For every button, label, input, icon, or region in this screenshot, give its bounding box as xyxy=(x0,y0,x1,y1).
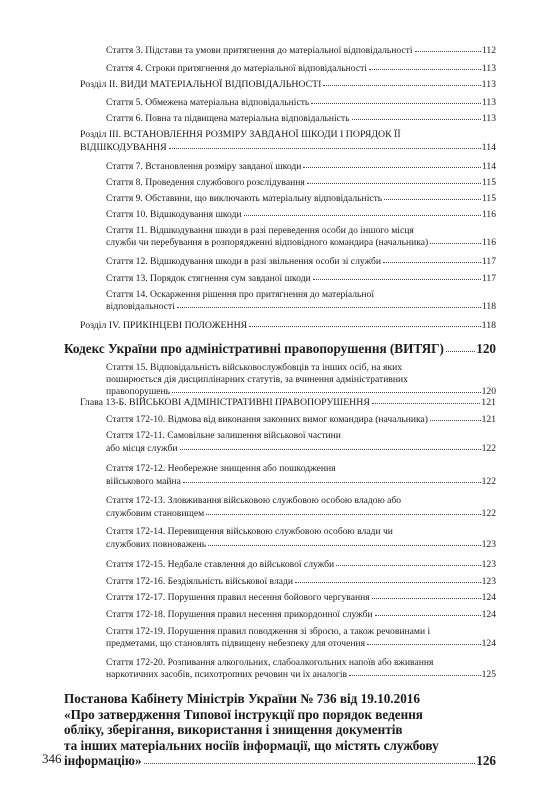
toc-page-number: 117 xyxy=(481,256,496,267)
toc-entry-text: Стаття 172-18. Порушення правил несення прикордонної служби xyxy=(106,609,373,620)
toc-entry-text: наркотичних засобів, психотропних речовин чи їх аналогів xyxy=(106,669,348,680)
toc-entry-text: Стаття 172-19. Порушення правил поводження зі зброєю, а також речовинами і xyxy=(106,626,431,637)
dot-leader xyxy=(183,482,481,483)
toc-entry-text: Стаття 7. Встановлення розміру завданої шкоди xyxy=(106,161,302,172)
dot-leader xyxy=(383,262,481,263)
toc-page-number: 121 xyxy=(481,397,496,408)
dot-leader xyxy=(244,215,481,216)
dot-leader xyxy=(303,167,481,168)
toc-entry-text: Стаття 172-17. Порушення правил несення бойового чергування xyxy=(106,592,370,603)
toc-entry-text: або місця служби xyxy=(106,443,178,454)
toc-entry-text: Стаття 13. Порядок стягнення сум завданої шкоди xyxy=(106,273,311,284)
dot-leader xyxy=(307,183,481,184)
dot-leader xyxy=(177,307,481,308)
dot-leader xyxy=(169,148,481,149)
dot-leader xyxy=(206,514,480,515)
dot-leader xyxy=(372,403,480,404)
toc-entry-text: Розділ III. ВСТАНОВЛЕННЯ РОЗМІРУ ЗАВДАНОЇ ШКОДИ І ПОРЯДОК ЇЇ xyxy=(80,129,401,140)
dot-leader xyxy=(336,565,480,566)
toc-entry-text: Розділ II. ВИДИ МАТЕРІАЛЬНОЇ ВІДПОВІДАЛЬНОСТІ xyxy=(80,79,322,90)
dot-leader xyxy=(172,392,481,393)
toc-entry-text: Стаття 8. Проведення службового розслідування xyxy=(106,177,305,188)
toc-entry-text: ВІДШКОДУВАННЯ xyxy=(80,142,167,153)
toc-page-number: 116 xyxy=(481,237,496,248)
dot-leader xyxy=(446,351,475,352)
toc-page-number: 125 xyxy=(481,669,496,680)
toc-entry-text: Стаття 3. Підстави та умови притягнення до матеріальної відповідальності xyxy=(106,45,413,56)
toc-page-number: 113 xyxy=(481,63,496,74)
toc-page-number: 122 xyxy=(481,443,496,454)
toc-entry-text: Стаття 172-15. Недбале ставлення до військової служби xyxy=(106,559,335,570)
toc-page-number: 113 xyxy=(481,113,496,124)
dot-leader xyxy=(144,763,476,764)
toc-entry-text: «Про затвердження Типової інструкції про порядок ведення xyxy=(64,706,423,722)
toc-entry-text: Глава 13-Б. ВІЙСЬКОВІ АДМІНІСТРАТИВНІ ПРАВОПОРУШЕННЯ xyxy=(80,397,370,408)
toc-entry-text: відповідальності xyxy=(106,301,175,312)
toc-entry-text: Стаття 172-14. Перевищення військовою службовою особою влади чи xyxy=(106,526,393,537)
toc-entry-text: Розділ IV. ПРИКІНЦЕВІ ПОЛОЖЕННЯ xyxy=(80,320,248,331)
toc-page-number: 124 xyxy=(481,638,496,649)
dot-leader xyxy=(349,675,481,676)
toc-page-number: 114 xyxy=(481,161,496,172)
toc-entry-text: поширюється дія дисциплінарних статутів, за вчинення адміністративних xyxy=(106,374,408,385)
toc-entry-text: Стаття 6. Повна та підвищена матеріальна відповідальність xyxy=(106,113,350,124)
toc-entry-text: військового майна xyxy=(106,476,181,487)
toc-entry-text: Стаття 10. Відшкодування шкоди xyxy=(106,209,242,220)
toc-entry-text: Стаття 172-16. Бездіяльність військової влади xyxy=(106,576,294,587)
toc-page-number: 114 xyxy=(481,142,496,153)
dot-leader xyxy=(249,326,480,327)
toc-page-number: 124 xyxy=(481,609,496,620)
toc-page-number: 123 xyxy=(481,576,496,587)
dot-leader xyxy=(311,103,481,104)
toc-page-number: 123 xyxy=(481,559,496,570)
dot-leader xyxy=(415,51,481,52)
toc-page-number: 123 xyxy=(481,539,496,550)
toc-page-number: 120 xyxy=(476,341,496,356)
toc-page-number: 118 xyxy=(481,301,496,312)
toc-page-number: 113 xyxy=(481,97,496,108)
dot-leader xyxy=(313,279,481,280)
dot-leader xyxy=(208,545,481,546)
dot-leader xyxy=(295,582,481,583)
toc-page-number: 112 xyxy=(481,45,496,56)
toc-entry-text: правопорушень xyxy=(106,386,171,397)
toc-entry-text: Стаття 172-10. Відмова від виконання законних вимог командира (начальника) xyxy=(106,414,428,425)
toc-page-number: 120 xyxy=(481,386,496,397)
toc-entry-text: Стаття 172-11. Самовільне залишення військової частини xyxy=(106,430,341,441)
dot-leader xyxy=(352,119,481,120)
dot-leader xyxy=(180,449,481,450)
dot-leader xyxy=(375,615,481,616)
toc-entry-text: обліку, зберігання, використання і знищення документів xyxy=(64,722,403,737)
toc-entry-text: службовим становищем xyxy=(106,508,205,519)
toc-page-number: 118 xyxy=(481,320,496,331)
dot-leader xyxy=(323,85,480,86)
toc-entry-text: Стаття 172-12. Необережне знищення або пошкодження xyxy=(106,463,336,474)
toc-page-number: 122 xyxy=(481,476,496,487)
toc-entry-text: Стаття 15. Відповідальність військовослужбовців та інших осіб, на яких xyxy=(106,362,403,373)
toc-entry-text: Стаття 9. Обставини, що виключають матеріальну відповідальність xyxy=(106,193,383,204)
toc-page-number: 121 xyxy=(481,414,496,425)
toc-page-number: 113 xyxy=(481,79,496,90)
dot-leader xyxy=(430,420,481,421)
toc-page-number: 115 xyxy=(481,193,496,204)
toc-entry-text: Стаття 12. Відшкодування шкоди в разі звільнення особи зі служби xyxy=(106,256,382,267)
toc-page-number: 124 xyxy=(481,592,496,603)
dot-leader xyxy=(430,243,481,244)
toc-entry-text: Стаття 14. Оскарження рішення про притягнення до матеріальної xyxy=(106,289,375,300)
toc-entry-text: та інших матеріальних носіїв інформації, що містять службову xyxy=(64,737,439,753)
toc-page-number: 117 xyxy=(481,273,496,284)
toc-entry-text: Постанова Кабінету Міністрів України № 736 від 19.10.2016 xyxy=(64,691,420,706)
toc-page-number: 115 xyxy=(481,177,496,188)
toc-entry-text: Стаття 11. Відшкодування шкоди в разі переведення особи до іншого місця xyxy=(106,225,414,236)
page-number: 346 xyxy=(42,751,62,766)
dot-leader xyxy=(369,69,481,70)
toc-entry-text: Стаття 172-13. Зловживання військовою службовою особою владою або xyxy=(106,495,402,506)
toc-page-number: 126 xyxy=(476,753,496,768)
toc-entry-text: Стаття 4. Строки притягнення до матеріальної відповідальності xyxy=(106,63,367,74)
dot-leader xyxy=(372,598,481,599)
toc-entry-text: предметами, що становлять підвищену небезпеку для оточення xyxy=(106,638,366,649)
toc-entry-text: Стаття 172-20. Розпивання алкогольних, слабоалкогольних напоїв або вживання xyxy=(106,657,434,668)
toc-entry-text: Стаття 5. Обмежена матеріальна відповідальність xyxy=(106,97,310,108)
toc-entry-text: інформацію» xyxy=(64,753,142,768)
dot-leader xyxy=(384,199,481,200)
toc-entry-text: службових повноважень xyxy=(106,539,207,550)
toc-entry-text: служби чи перебування в розпорядженні відповідного командира (начальника) xyxy=(106,237,429,248)
toc-entry-text: Кодекс України про адміністративні правопорушення (ВИТЯГ) xyxy=(64,341,444,356)
toc-page-number: 116 xyxy=(481,209,496,220)
dot-leader xyxy=(367,644,481,645)
toc-page-number: 122 xyxy=(481,508,496,519)
